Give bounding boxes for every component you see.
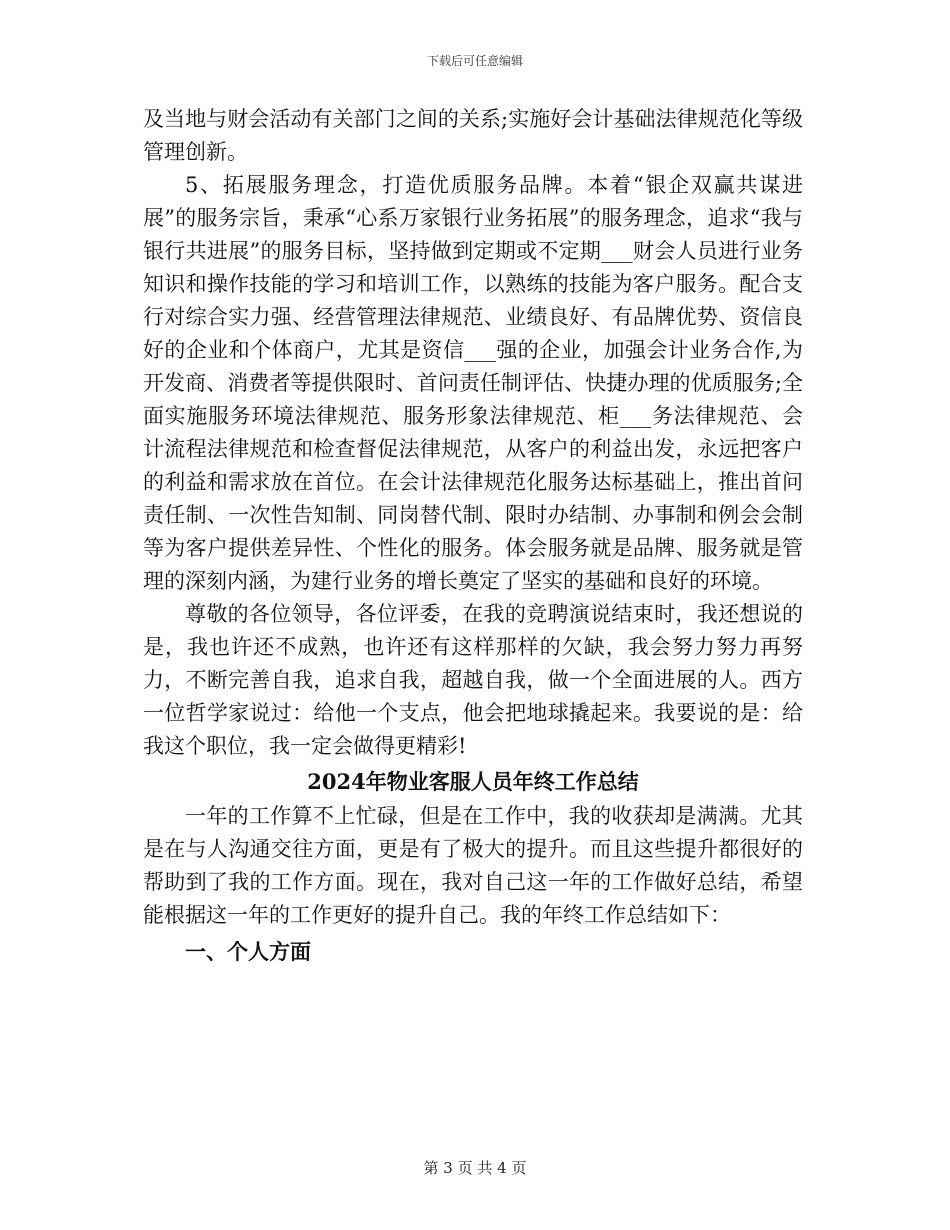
paragraph-intro: 一年的工作算不上忙碌，但是在工作中，我的收获却是满满。尤其是在与人沟通交往方面，更是有了极大的提升。而且这些提升都很好的帮助到了我的工作方面。现在，我对自己这一年的工作做好总结，希望能根据这一年的工作更好的提升自己。我的年终工作总结如下： xyxy=(143,804,803,927)
page-number: 第 3 页 共 4 页 xyxy=(423,1159,527,1177)
paragraph-continuation: 及当地与财会活动有关部门之间的关系;实施好会计基础法律规范化等级管理创新。 xyxy=(143,107,803,164)
document-body xyxy=(143,103,803,968)
paragraph-closing-speech: 尊敬的各位领导，各位评委，在我的竞聘演说结束时，我还想说的是，我也许还不成熟，也许还有这样那样的欠缺，我会努力努力再努力，不断完善自我，追求自我，超越自我，做一个全面进展的人。西方一位哲学家说过：给他一个支点，他会把地球撬起来。我要说的是：给我这个职位，我一定会做得更精彩! xyxy=(143,602,803,758)
page-header: 下载后可任意编辑 xyxy=(426,54,523,68)
section-title: 2024年物业客服人员年终工作总结 xyxy=(307,769,639,794)
subheading-personal: 一、个人方面 xyxy=(185,939,311,964)
paragraph-service-brand: 5、拓展服务理念，打造优质服务品牌。本着“银企双赢共谋进展”的服务宗旨，秉承“心系万家银行业务拓展”的服务理念，追求“我与银行共进展”的服务目标，坚持做到定期或不定期___财会人员进行业务知识和操作技能的学习和培训工作，以熟练的技能为客户服务。配合支行对综合实力强、经营管理法律规范、业绩良好、有品牌优势、资信良好的企业和个体商户，尤其是资信___强的企业，加强会计业务合作,为开发商、消费者等提供限时、首问责任制评估、快捷办理的优质服务;全面实施服务环境法律规范、服务形象法律规范、柜___务法律规范、会计流程法律规范和检查督促法律规范，从客户的利益出发，永远把客户的利益和需求放在首位。在会计法律规范化服务达标基础上，推出首问责任制、一次性告知制、同岗替代制、限时办结制、办事制和例会会制等为客户提供差异性、个性化的服务。体会服务就是品牌、服务就是管理的深刻内涵，为建行业务的增长奠定了坚实的基础和良好的环境。 xyxy=(143,173,803,593)
